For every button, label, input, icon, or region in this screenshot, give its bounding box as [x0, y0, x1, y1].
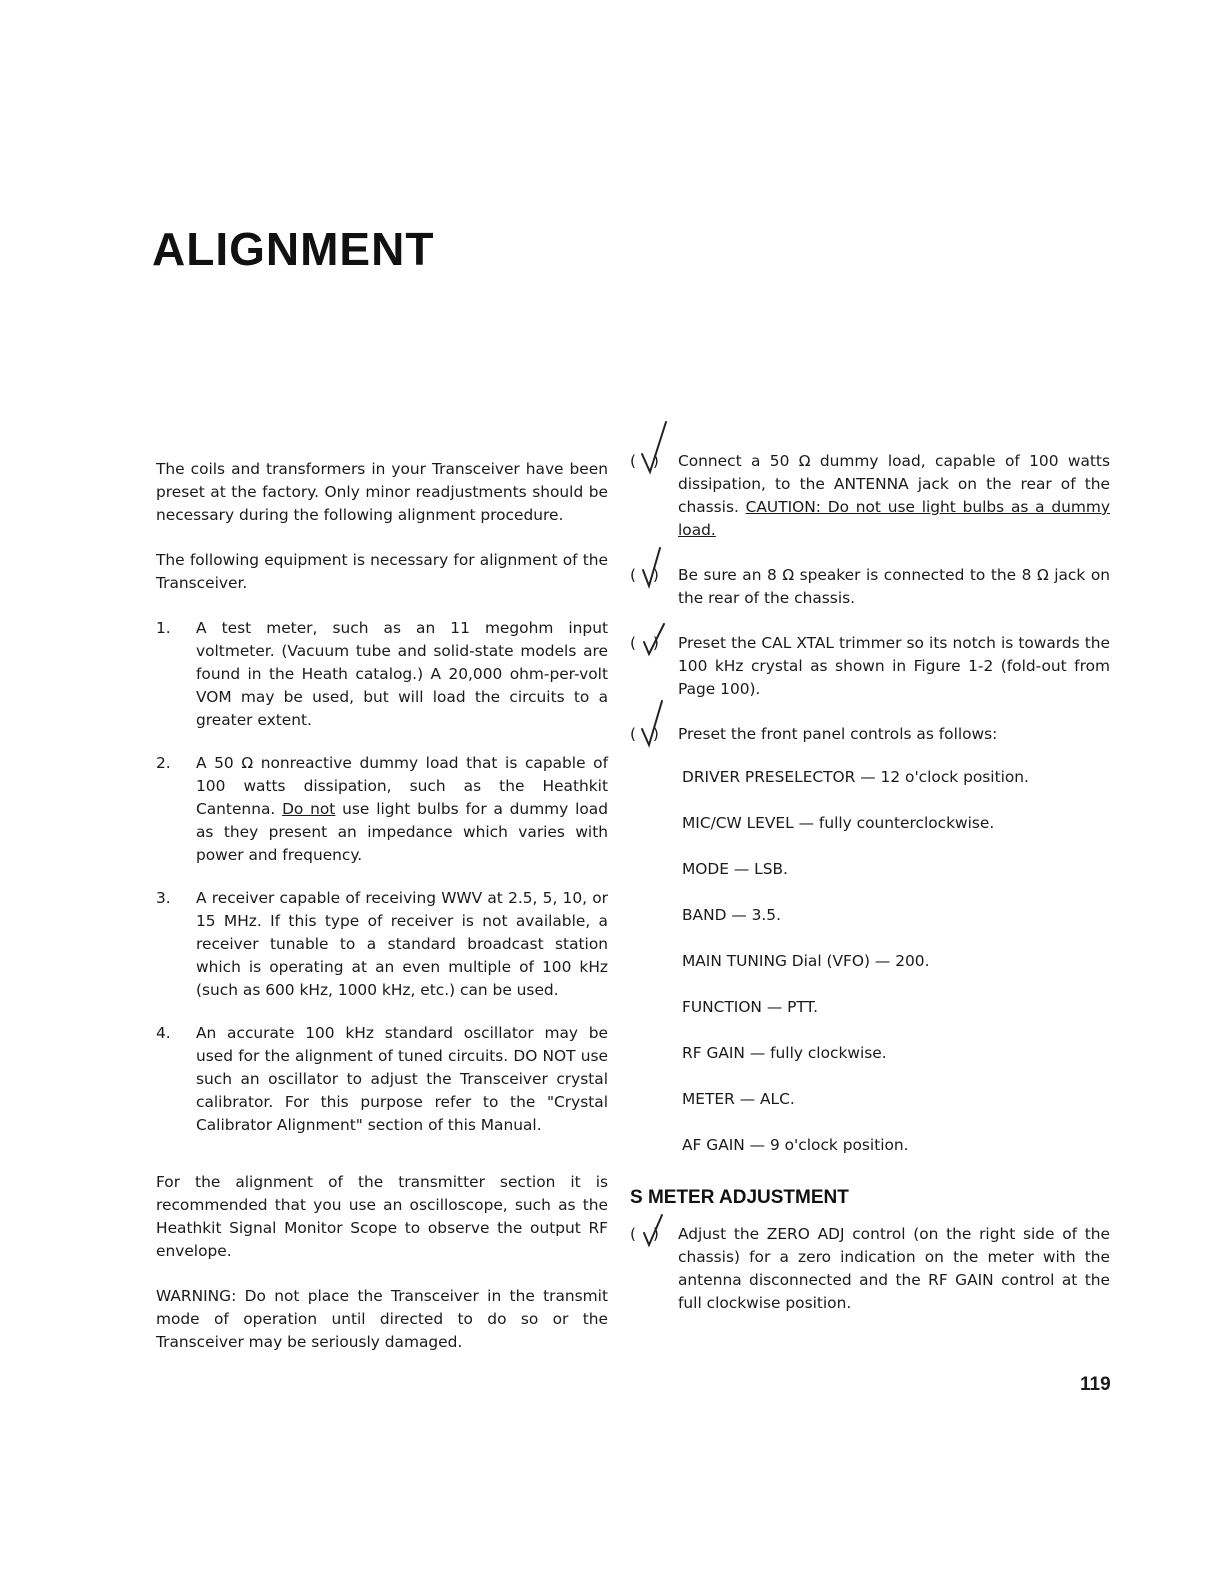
- equipment-item: [156, 887, 608, 1002]
- page-title: ALIGNMENT: [152, 223, 435, 275]
- handwritten-checkmark-icon: [632, 602, 672, 658]
- step-text: Preset the CAL XTAL trimmer so its notch is towards the 100 kHz crystal as shown in Figure 1-2 (fold-out from Page 100).: [678, 634, 1110, 698]
- control-setting: MODE — LSB.: [682, 860, 788, 878]
- equipment-item: [156, 617, 608, 732]
- step-item: [630, 1223, 1110, 1315]
- item-number: 1.: [156, 619, 171, 637]
- step-item: [630, 564, 1110, 610]
- item-number: 4.: [156, 1024, 171, 1042]
- control-setting: RF GAIN — fully clockwise.: [682, 1044, 887, 1062]
- control-setting: MIC/CW LEVEL — fully counterclockwise.: [682, 814, 995, 832]
- step-item: [630, 632, 1110, 701]
- caution-text: CAUTION: Do not use light bulbs as a dummy load.: [678, 498, 1110, 539]
- intro-paragraph: The coils and transformers in your Transceiver have been preset at the factory. Only minor readjustments should be necessary during the following alignment procedure.: [156, 460, 608, 524]
- page-number: 119: [1080, 1374, 1111, 1395]
- equipment-intro: The following equipment is necessary for alignment of the Transceiver.: [156, 551, 608, 592]
- control-setting: FUNCTION — PTT.: [682, 998, 818, 1016]
- equipment-item: [156, 752, 608, 867]
- step-item: [630, 450, 1110, 542]
- step-checkbox[interactable]: [630, 632, 678, 701]
- step-text: [678, 450, 1110, 542]
- item-text: [196, 752, 608, 867]
- item-text: A test meter, such as an 11 megohm input voltmeter. (Vacuum tube and solid-state models are found in the Heath catalog.) A 20,000 ohm-per-volt VOM may be used, but will load the circuits to a greater extent.: [196, 619, 608, 729]
- step-instruction: Connect a 50 Ω dummy load, capable of 100 watts dissipation, to the ANTENNA jack on the rear of the chassis.: [678, 452, 1110, 516]
- checkbox-brackets: ( ): [630, 725, 665, 743]
- control-setting: AF GAIN — 9 o'clock position.: [682, 1136, 909, 1154]
- handwritten-checkmark-icon: [632, 420, 672, 476]
- control-setting: DRIVER PRESELECTOR — 12 o'clock position.: [682, 768, 1029, 786]
- right-column: [630, 450, 1110, 1337]
- control-setting: BAND — 3.5.: [682, 906, 781, 924]
- item-number: 2.: [156, 754, 171, 772]
- step-checkbox[interactable]: [630, 723, 678, 746]
- handwritten-checkmark-icon: [632, 534, 672, 590]
- item-number: 3.: [156, 889, 171, 907]
- item-text-part: use light bulbs for a dummy load as they present an impedance which varies with power and frequency.: [196, 800, 608, 864]
- checkbox-brackets: ( ): [630, 634, 665, 652]
- transmitter-note: For the alignment of the transmitter section it is recommended that you use an oscilloscope, such as the Heathkit Signal Monitor Scope to observe the output RF envelope.: [156, 1173, 608, 1260]
- item-text-part: A 50 Ω nonreactive dummy load that is capable of 100 watts dissipation, such as the Heathkit Cantenna.: [196, 754, 608, 818]
- warning-text: WARNING: Do not place the Transceiver in the transmit mode of operation until directed to do so or the Transceiver may be seriously damaged.: [156, 1287, 608, 1351]
- item-text: A receiver capable of receiving WWV at 2.5, 5, 10, or 15 MHz. If this type of receiver is not available, a receiver tunable to a standard broadcast station which is operating at an even multiple of 100 kHz (such as 600 kHz, 1000 kHz, etc.) can be used.: [196, 889, 608, 999]
- step-text: Preset the front panel controls as follows:: [678, 725, 998, 743]
- handwritten-checkmark-icon: [632, 1193, 672, 1249]
- step-text: Adjust the ZERO ADJ control (on the right side of the chassis) for a zero indication on the meter with the antenna disconnected and the RF GAIN control at the full clockwise position.: [678, 1225, 1110, 1312]
- checkbox-brackets: ( ): [630, 452, 665, 470]
- checkbox-brackets: ( ): [630, 1225, 665, 1243]
- control-setting: MAIN TUNING Dial (VFO) — 200.: [682, 952, 930, 970]
- step-text: Be sure an 8 Ω speaker is connected to the 8 Ω jack on the rear of the chassis.: [678, 566, 1110, 607]
- control-setting: METER — ALC.: [682, 1090, 795, 1108]
- left-column: [156, 458, 608, 1376]
- equipment-item: [156, 1022, 608, 1137]
- step-checkbox[interactable]: [630, 1223, 678, 1315]
- item-text: An accurate 100 kHz standard oscillator may be used for the alignment of tuned circuits. DO NOT use such an oscillator to adjust the Transceiver crystal calibrator. For this purpose refer to the "Crystal Calibrator Alignment" section of this Manual.: [196, 1024, 608, 1134]
- step-checkbox[interactable]: [630, 450, 678, 542]
- checkbox-brackets: ( ): [630, 566, 665, 584]
- underlined-text: Do not: [282, 800, 336, 818]
- step-item: [630, 723, 1110, 746]
- section-heading: S METER ADJUSTMENT: [630, 1187, 849, 1208]
- handwritten-checkmark-icon: [632, 693, 672, 749]
